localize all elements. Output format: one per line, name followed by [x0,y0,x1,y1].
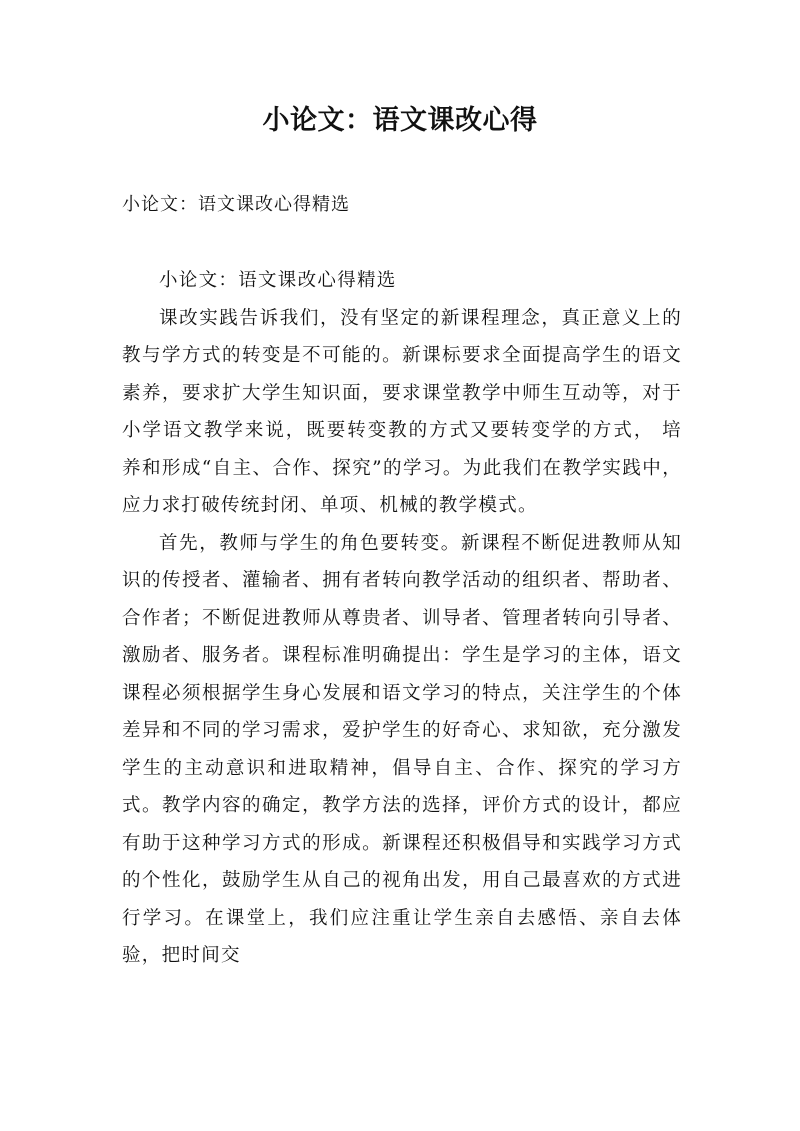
paragraph: 小论文：语文课改心得精选 [159,270,397,291]
paragraph: 首先，教师与学生的角色要转变。新课程不断促进教师从知识的传授者、灌输者、拥有者转向教学活动的组织者、帮助者、合作者；不断促进教师从尊贵者、训导者、管理者转向引导者、激励者、服务者。课程标准明确提出：学生是学习的主体，语文课程必须根据学生身心发展和语文学习的特点，关注学生的个体差异和不同的学习需求，爱护学生的好奇心、求知欲，充分激发学生的主动意识和进取精神，倡导自主、合作、探究的学习方式。教学内容的确定，教学方法的选择，评价方式的设计，都应有助于这种学习方式的形成。新课程还积极倡导和实践学习方式的个性化，鼓励学生从自己的视角出发，用自己最喜欢的方式进行学习。在课堂上，我们应注重让学生亲自去感悟、亲自去体验，把时间交 [122,532,682,966]
document-body [122,262,682,975]
document-subtitle: 小论文：语文课改心得精选 [122,194,350,215]
paragraph: 课改实践告诉我们，没有坚定的新课程理念，真正意义上的教与学方式的转变是不可能的。新课标要求全面提高学生的语文素养，要求扩大学生知识面，要求课堂教学中师生互动等，对于小学语文教学来说，既要转变教的方式又要转变学的方式， 培养和形成“自主、合作、探究”的学习。为此我们在教学实践中，应力求打破传统封闭、单项、机械的教学模式。 [122,307,682,516]
document-title: 小论文：语文课改心得 [262,105,538,136]
